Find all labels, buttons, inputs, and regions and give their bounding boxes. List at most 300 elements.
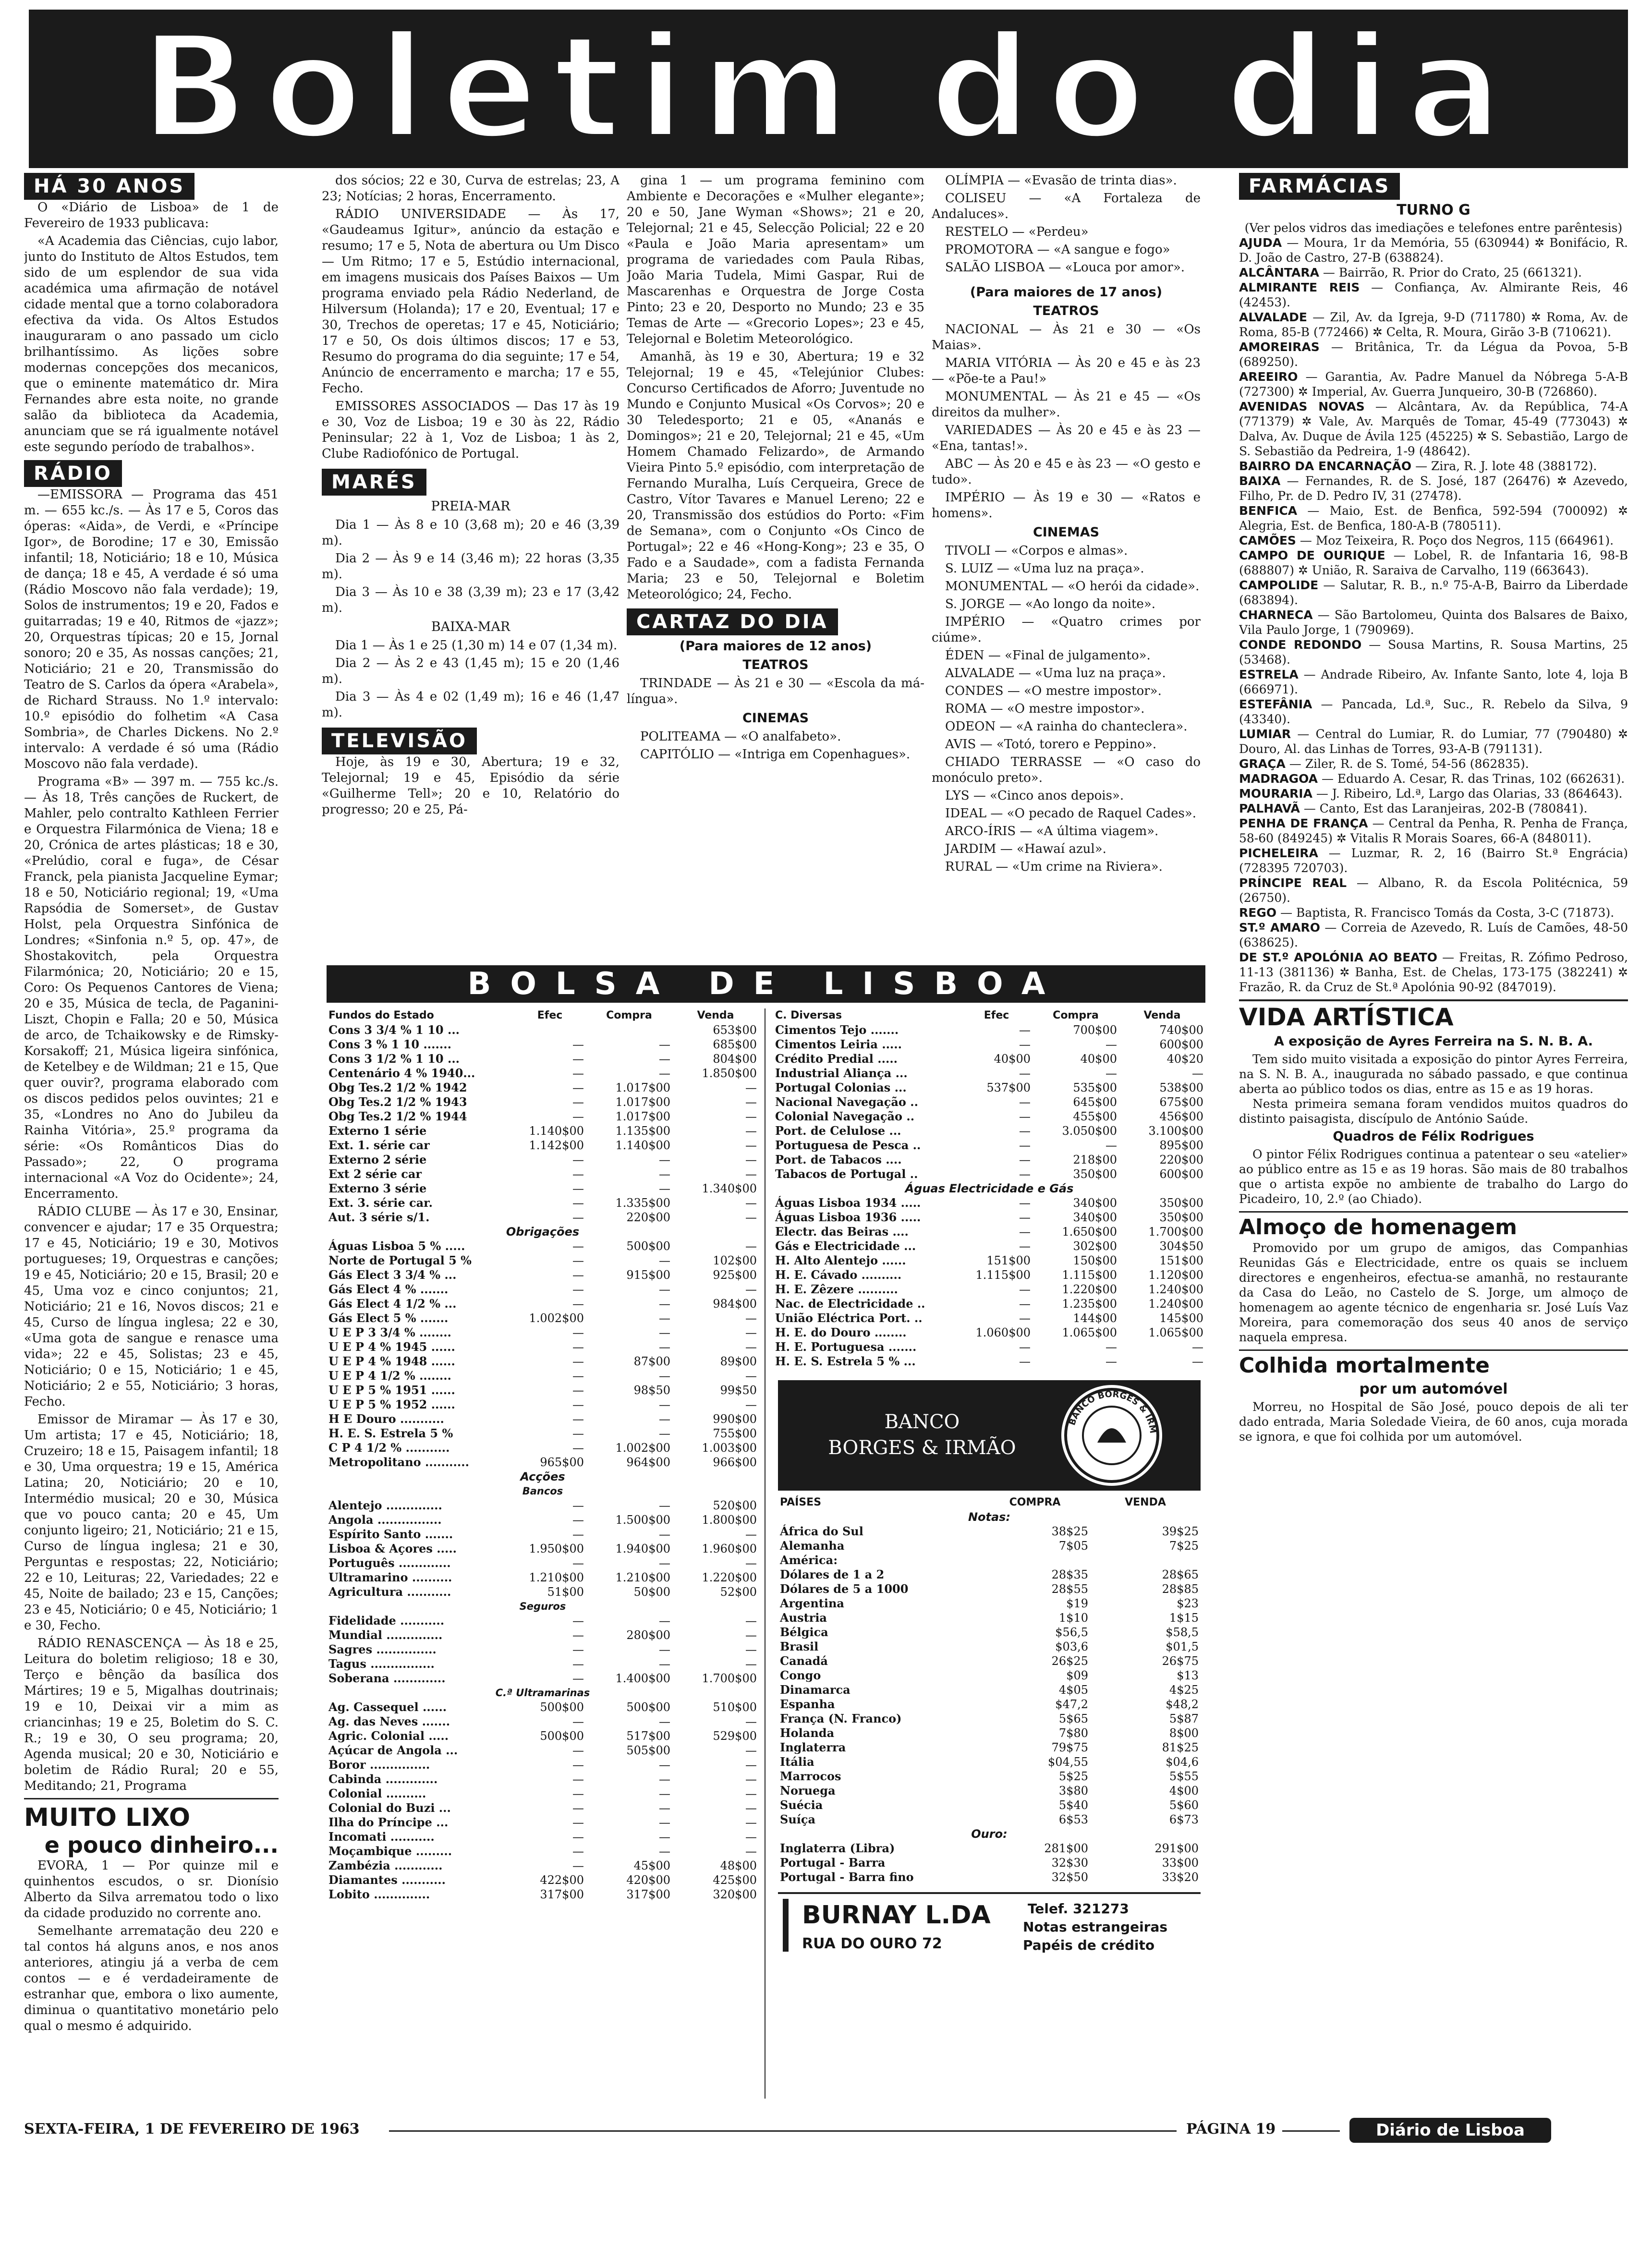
pharmacy-entry [1239,369,1628,399]
row-value: 1.340$00 [702,1182,757,1195]
row-value: 425$00 [713,1873,757,1887]
row-value: 98$50 [633,1384,670,1397]
cinemas-heading: CINEMAS [742,711,809,726]
section-head-farmacias: FARMÁCIAS [1239,173,1400,200]
pharmacy-detail: — Lobel, R. de Infantaria 16, 98-B (688807) ✲ União, R. Saraiva de Carvalho, 119 (663643). [1239,548,1628,577]
row-label: U E P 4 % 1945 ...... [328,1340,455,1354]
row-value: — [572,1355,584,1368]
row-value: 4$25 [1169,1683,1199,1697]
pharmacy-entry [1239,637,1628,667]
column-3 [627,173,924,960]
row-label: U E P 4 1/2 % ........ [328,1369,451,1383]
row-value: 350$00 [1159,1211,1203,1224]
section-head-televisao: TELEVISÃO [322,728,477,754]
row-value: 600$00 [1159,1167,1203,1181]
row-label: Congo [780,1668,821,1682]
pharmacy-detail: — São Bartolomeu, Quinta dos Balsares de Baixo, Vila Paulo Jorge, 1 (790969). [1239,608,1628,637]
paragraph: gina 1 — um programa feminino com Ambiente e Decorações e «Mulher elegante»; 20 e 50, Jane Wyman «Shows»; 21 e 20, Telejornal; 21 e 45, Selecção Policial; 22 e 20 «Paula e João Maria apresentam» um programa de variedades com Paula Ribas, João Maria Tudela, Mimi Gaspar, Rui de Mascarenhas e Orquestra de Jorge Costa Pinto; 23 e 20, Desporto no Mundo; 23 e 35 Temas de Arte — «Grecorio Lopes»; 23 e 45, Telejornal e Boletim Meteorológico. [627,173,924,346]
row-value: — [572,1038,584,1051]
row-value: — [572,1340,584,1354]
row-label: H. E. do Douro ........ [775,1325,907,1339]
row-label: Colonial Navegação .. [775,1109,915,1123]
table-row [327,1700,759,1714]
pharmacy-area: AVENIDAS NOVAS [1239,400,1365,413]
row-label: Águas Lisboa 5 % ..... [328,1239,465,1253]
column-header: COMPRA [1009,1496,1061,1508]
row-value: 1$15 [1169,1611,1199,1625]
table-row [773,1081,1205,1095]
row-label: Metropolitano ........... [328,1455,469,1469]
row-value: 966$00 [713,1456,757,1469]
row-value: — [572,1441,584,1455]
row-label: Lobito .............. [328,1887,430,1901]
paragraph: RURAL — «Um crime na Riviera». [945,860,1163,874]
paragraph: AVIS — «Totó, torero e Peppino». [945,737,1157,752]
paragraph: Semelhante arrematação deu 220 e tal contos há alguns anos, e nos anos anteriores, atingiu já a verba de cem contos — e é verdadeiramente de estranhar que, embora o lixo aumente, diminua o quantitativo monetário pelo qual o mesmo é adquirido. [24,1924,279,2033]
row-value: — [659,1830,670,1844]
row-value: — [572,1672,584,1685]
row-label: C P 4 1/2 % ........... [328,1441,450,1455]
table-row [327,1772,759,1786]
table-row [773,1052,1205,1066]
row-value: 5$40 [1058,1798,1088,1812]
row-value: — [572,1196,584,1210]
row-value: — [659,1369,670,1383]
row-value: — [572,1412,584,1426]
table-row [773,1153,1205,1167]
paragraph: Dia 3 — Às 4 e 02 (1,49 m); 16 e 46 (1,47 m). [322,690,620,720]
table-row [773,1325,1205,1340]
row-label: Alemanha [780,1539,845,1553]
row-value: — [572,1067,584,1080]
row-value: — [572,1513,584,1527]
column-5 [1239,173,1628,2103]
table-row [778,1798,1201,1812]
table-row [327,1253,759,1268]
row-value: 1.240$00 [1148,1297,1203,1311]
row-value: — [572,1773,584,1786]
table-row [327,1873,759,1887]
banco-borges-ad [778,1380,1201,1491]
row-value: — [572,1643,584,1656]
pharmacy-entry [1239,280,1628,310]
row-value: — [572,1528,584,1541]
row-value: 26$25 [1051,1654,1088,1668]
row-value: — [745,1657,757,1671]
row-value: — [572,1801,584,1815]
row-value: — [659,1715,670,1728]
row-value: 1.400$00 [615,1672,670,1685]
pharmacy-area: AMOREIRAS [1239,340,1320,354]
table-row [778,1740,1201,1755]
table-row [327,1340,759,1354]
table-row [327,1297,759,1311]
row-value [586,1023,672,1037]
pharmacy-entry [1239,920,1628,950]
row-label: Alentejo .............. [328,1498,442,1512]
column-header: Venda [1143,1009,1181,1021]
row-value: 500$00 [626,1239,670,1253]
row-label: Ext. 3. série car. [328,1196,433,1210]
pharmacy-entry [1239,756,1628,771]
row-value: — [572,1326,584,1339]
row-value: 1.335$00 [615,1196,670,1210]
row-value: 984$00 [713,1297,757,1311]
row-value: 317$00 [626,1888,670,1901]
row-value: — [745,1758,757,1772]
paragraph: Programa «B» — 397 m. — 755 kc./s. — Às 18, Três canções de Ruckert, de Mahler, pelo contralto Kathleen Ferrier e Orquestra Filarmónica de Viena; 18 e 20, Crónica de artes plásticas; 18 e 30, «Prelúdio, coral e fuga», de César Franck, pela pianista Jacqueline Eymar; 18 e 50, Noticiário regional; 19, «Uma Rapsódia de Somerset», de Gustav Holst, pela Orquestra Sinfónica de Londres; «Sinfonia n.º 5, op. 47», de Shostakovitch, pela Orquestra Filarmónica; 20, Noticiário; 20 e 15, Coro: Os Pequenos Cantores de Viena; 20 e 35, Música de tecla, de Paganini-Liszt, Chopin e Falla; 20 e 50, Música de arco, de Tchaikowsky e de Rimsky-Korsakoff; 21, Música ligeira sinfónica, de Ketelbey e de Wildman; 21 e 15, Que quer ouvir?, programa elaborado com os discos pedidos pelos ouvintes; 21 e 35, «Londres no Ano do Jubileu da Rainha Vitória», 25.º programa da série: «Os Românticos Dias do Passado»; 22, O programa internacional «A Voz do Ocidente»; 24, Encerramento. [24,775,279,1201]
paragraph: IMPÉRIO — «Quatro crimes por ciúme». [932,615,1201,645]
row-value: — [745,1715,757,1728]
row-value: 3.050$00 [1062,1124,1117,1138]
row-value: 520$00 [713,1499,757,1512]
row-label: Mundial .............. [328,1628,443,1642]
row-label: Cons 3 1/2 % 1 10 ... [328,1052,460,1066]
pharmacy-area: PRÍNCIPE REAL [1239,876,1347,890]
row-label: Ag. Cassequel ...... [328,1700,447,1714]
row-value: — [659,1614,670,1627]
table-row [327,1239,759,1253]
paragraph: MARIA VITÓRIA — Às 20 e 45 e às 23 — «Põe-te a Pau!» [932,356,1201,386]
row-value: — [745,1614,757,1627]
row-value: 87$00 [633,1355,670,1368]
table-row [327,1484,759,1498]
row-value: — [659,1427,670,1440]
row-label: Nac. de Electricidade .. [775,1297,925,1311]
burnay-address: RUA DO OURO 72 [802,1935,942,1952]
table-row [778,1870,1201,1884]
row-value [980,1553,1090,1567]
row-value: — [572,1398,584,1411]
row-value: 456$00 [1159,1110,1203,1123]
row-value: — [659,1067,670,1080]
paragraph: IDEAL — «O pecado de Raquel Cades». [945,806,1197,821]
row-value: 1.065$00 [1062,1326,1117,1339]
pharmacy-entry [1239,548,1628,578]
vida-sub-1: A exposição de Ayres Ferreira na S. N. B. A. [1274,1034,1593,1049]
paragraph: MONUMENTAL — Às 21 e 45 — «Os direitos da mulher». [932,389,1201,420]
row-value: — [745,1110,757,1123]
paragraph: CAPITÓLIO — «Intriga em Copenhagues». [640,747,911,762]
row-value: 1.700$00 [702,1672,757,1685]
row-value: 1.220$00 [702,1571,757,1584]
section-head-mares: MARÉS [322,469,426,496]
table-row [327,1426,759,1441]
bolsa-left-table [327,1008,759,1902]
row-value: 6$73 [1169,1813,1199,1826]
table-row [773,1354,1205,1369]
row-value: 26$75 [1162,1654,1199,1668]
row-value: — [572,1758,584,1772]
row-value: — [572,1182,584,1195]
row-value: — [745,1816,757,1829]
table-row [773,1109,1205,1124]
row-value: — [659,1326,670,1339]
row-label: Cons 3 % 1 10 ....... [328,1037,451,1051]
row-value: 150$00 [1073,1254,1117,1267]
pharmacy-detail: — Alcântara, Av. da República, 74-A (771379) ✲ Vale, Av. Marquês de Tomar, 45-49 (773043) ✲ Dalva, Av. Duque de Ávila 125 (45225) ✲ S. Sebastião, Largo de S. Sebastião da Pedreira, 1-9 (48642). [1239,400,1628,458]
row-label: Inglaterra [780,1740,846,1754]
row-value: — [745,1139,757,1152]
row-value: — [572,1499,584,1512]
paragraph: Dia 1 — Às 1 e 25 (1,30 m) 14 e 07 (1,34 m). [335,638,618,653]
row-value: — [572,1239,584,1253]
row-label: Marrocos [780,1769,841,1783]
pharmacy-detail: — Pancada, Ld.ª, Suc., R. Rebelo da Silva, 9 (43340). [1239,697,1628,726]
table-row [327,1513,759,1527]
row-value: 1.210$00 [615,1571,670,1584]
pharmacy-entry [1239,697,1628,727]
teatros-heading: TEATROS [742,657,809,672]
table-row [778,1769,1201,1784]
row-value: 89$00 [720,1355,757,1368]
row-label: Suécia [780,1798,823,1812]
row-value: — [1192,1340,1203,1354]
row-value: 500$00 [540,1700,584,1714]
row-value: $13 [1177,1669,1199,1682]
row-value: — [745,1830,757,1844]
row-value: — [1105,1038,1117,1051]
table-row [327,1628,759,1642]
pharmacy-area: MOURARIA [1239,787,1312,801]
row-value: — [572,1628,584,1642]
table-row [327,1138,759,1153]
row-value: 535$00 [1073,1081,1117,1094]
row-value: 151$00 [986,1254,1031,1267]
row-label: Ext. 1. série car [328,1138,430,1152]
paragraph: ARCO-ÍRIS — «A última viagem». [945,824,1159,838]
column-header: Fundos do Estado [328,1009,434,1021]
row-value: 1.140$00 [529,1124,584,1138]
pharmacy-area: MADRAGOA [1239,772,1318,786]
row-value: 39$25 [1162,1525,1199,1538]
row-value: 804$00 [713,1052,757,1066]
row-label: Aut. 3 série s/1. [328,1210,430,1224]
table-row [327,1095,759,1109]
row-value: 40$00 [994,1052,1031,1066]
row-label: Cimentos Leiria ..... [775,1037,902,1051]
row-label: Portugal - Barra [780,1856,886,1870]
row-value: — [659,1556,670,1570]
row-label: Cons 3 3/4 % 1 10 ... [328,1023,460,1037]
row-label: U E P 5 % 1951 ...... [328,1383,455,1397]
row-value: $19 [1066,1597,1088,1610]
row-value: 1.235$00 [1062,1297,1117,1311]
vida-artistica-title: VIDA ARTÍSTICA [1239,1003,1454,1031]
colhida-title: Colhida mortalmente [1239,1353,1490,1378]
row-label: Espanha [780,1697,835,1711]
maiores-12-label: (Para maiores de 12 anos) [679,639,872,654]
row-label: Incomati ........... [328,1830,435,1844]
cinemas-17-list [932,543,1201,875]
row-value: 1.650$00 [1062,1225,1117,1239]
row-value: $04,55 [1048,1755,1088,1769]
table-row [327,1441,759,1455]
table-row [773,1282,1205,1297]
row-value: $56,5 [1055,1626,1088,1639]
row-label: Gás Elect 4 % ....... [328,1282,449,1296]
row-label: Obg Tes.2 1/2 % 1942 [328,1081,467,1094]
row-label: Ultramarino .......... [328,1570,452,1584]
table-row [778,1668,1201,1683]
section-head-cartaz: CARTAZ DO DIA [627,608,838,635]
pharmacy-detail: — Albano, R. da Escola Politécnica, 59 (26750). [1239,876,1628,905]
row-value: 1.142$00 [529,1139,584,1152]
row-value: — [1019,1355,1031,1368]
row-label: Ext 2 série car [328,1167,422,1181]
row-value: — [572,1384,584,1397]
row-value: — [572,1297,584,1311]
table-row [778,1712,1201,1726]
row-value: — [1019,1225,1031,1239]
row-value: — [1019,1196,1031,1210]
table-row [327,1498,759,1513]
row-value: 102$00 [713,1254,757,1267]
row-label: Diamantes ........... [328,1873,446,1887]
pharmacy-area: AREEIRO [1239,370,1298,384]
table-row [327,1383,759,1397]
cambio-table [778,1495,1201,1884]
pharmacy-entry [1239,905,1628,920]
table-row [773,1297,1205,1311]
row-value [514,1023,586,1037]
row-value: 1.135$00 [615,1124,670,1138]
row-value: 99$50 [720,1384,757,1397]
row-label: Agric. Colonial ..... [328,1729,449,1743]
paragraph: MONUMENTAL — «O herói da cidade». [945,579,1200,594]
row-label: Itália [780,1755,814,1769]
row-value: $23 [1177,1597,1199,1610]
paragraph: EVORA, 1 — Por quinze mil e quinhentos escudos, o sr. Dionísio Alberto da Silva arrematou todo o lixo da cidade produzido no corrente ano. [24,1858,279,1920]
row-label: Águas Lisboa 1934 ..... [775,1196,921,1210]
row-label: Gás e Electricidade ... [775,1239,916,1253]
pharmacy-entry [1239,667,1628,697]
row-value: — [745,1283,757,1296]
row-value: — [572,1153,584,1166]
table-row [327,1167,759,1181]
row-value: — [1105,1340,1117,1354]
row-value: 340$00 [1073,1196,1117,1210]
pharmacy-detail: — Britânica, Tr. da Légua da Povoa, 5-B (689250). [1239,340,1628,369]
table-row [778,1567,1201,1582]
row-label: Espírito Santo ....... [328,1527,453,1541]
divider [1239,999,1628,1001]
paragraph: S. LUIZ — «Uma luz na praça». [945,561,1144,576]
paragraph: RÁDIO CLUBE — Às 17 e 30, Ensinar, convencer e ajudar; 17 e 35 Orquestra; 17 e 45, Noticiário; 19 e 30, Motivos portugueses; 19, Orquestras e canções; 19 e 45, Noticiário; 20 e 15, Brasil; 20 e 45, Uma voz e cinco conjuntos; 21, Noticiário; 21 e 16, Novos discos; 21 e 45, Curso de língua inglesa; 22 e 30, «Uma gota de sangue e renasce uma vida»; 22 e 45, Solistas; 23 e 45, Noticiário; 0 e 15, Noticiário; 1 e 45, Noticiário; 2 e 55, Noticiário; 3 horas, Fecho. [24,1204,279,1409]
table-row [327,1614,759,1628]
row-value: $09 [1066,1669,1088,1682]
row-label: Crédito Predial ..... [775,1052,898,1066]
paragraph: PROMOTORA — «A sangue e fogo» [945,243,1170,257]
row-value: 145$00 [1159,1312,1203,1325]
pharmacy-detail: — Sousa Martins, R. Sousa Martins, 25 (53468). [1239,638,1628,667]
pharmacy-area: CAMÕES [1239,534,1296,547]
row-label: Sagres ............... [328,1642,437,1656]
table-row [778,1755,1201,1769]
table-row [327,1830,759,1844]
column-header: Efec [537,1009,563,1021]
row-value: — [659,1787,670,1800]
footer-rule [389,2130,1177,2132]
row-label: Colonial do Buzi ... [328,1801,451,1815]
colhida-text: Morreu, no Hospital de São José, pouco depois de ali ter dado entrada, Maria Soledade Vieira, de 60 anos, cuja morada se ignora, e que foi colhida por um automóvel. [1239,1400,1628,1444]
table-row [327,1743,759,1758]
row-value: 538$00 [1159,1081,1203,1094]
row-value: — [659,1845,670,1858]
table-row [778,1553,1201,1567]
row-value: $58,5 [1166,1626,1199,1639]
table-row [327,1599,759,1614]
row-value: — [745,1095,757,1109]
row-value: 1.240$00 [1148,1283,1203,1296]
row-value: 7$80 [1058,1726,1088,1740]
row-value: 291$00 [1154,1842,1199,1855]
column-header: Compra [606,1009,652,1021]
table-row [778,1596,1201,1611]
row-value: 1.017$00 [615,1110,670,1123]
row-label: U E P 4 % 1948 ...... [328,1354,455,1368]
row-value: — [745,1312,757,1325]
row-value: 1.940$00 [615,1542,670,1555]
row-value: $48,2 [1166,1698,1199,1711]
row-label: Dinamarca [780,1683,850,1697]
row-value: — [572,1427,584,1440]
column-header: VENDA [1125,1496,1166,1508]
table-subheading: Obrigações [506,1225,580,1239]
row-value: 6$53 [1058,1813,1088,1826]
pharmacy-detail: — Correia de Azevedo, R. Luís de Camões, 48-50 (638625). [1239,921,1628,949]
row-value: 4$05 [1058,1683,1088,1697]
row-label: U E P 5 % 1952 ...... [328,1397,455,1411]
table-row [778,1827,1201,1841]
row-value: 1.210$00 [529,1571,584,1584]
row-value: — [659,1052,670,1066]
row-value: 317$00 [540,1888,584,1901]
table-row [773,1268,1205,1282]
row-value: — [745,1773,757,1786]
row-label: Port. de Tabacos .... [775,1153,902,1166]
footer-date: SEXTA-FEIRA, 1 DE FEVEREIRO DE 1963 [24,2121,360,2138]
row-value: — [572,1110,584,1123]
pharmacy-detail: — Eduardo A. Cesar, R. das Trinas, 102 (662631). [1321,772,1625,786]
turno-label: TURNO G [1397,202,1470,219]
pharmacy-detail: — Maio, Est. de Benfica, 592-594 (700092) ✲ Alegria, Est. de Benfica, 180-A-B (780511). [1239,504,1628,533]
row-value: — [572,1614,584,1627]
pharmacy-entry [1239,875,1628,905]
row-value: 537$00 [986,1081,1031,1094]
table-subheading: Seguros [519,1601,566,1612]
radio-continued [322,173,620,462]
row-value: 645$00 [1073,1095,1117,1109]
paragraph: ABC — Às 20 e 45 e às 23 — «O gesto e tudo». [932,457,1201,487]
table-row [327,1585,759,1599]
burnay-phone: Telef. 321273 [1028,1901,1129,1917]
row-value: — [1019,1095,1031,1109]
burnay-bar [783,1899,789,1952]
row-value: — [659,1153,670,1166]
table-row [327,1815,759,1830]
pharmacy-entry [1239,816,1628,846]
row-label: Inglaterra (Libra) [780,1841,895,1855]
table-row [778,1697,1201,1712]
paragraph: CONDES — «O mestre impostor». [945,684,1162,698]
row-value: 38$25 [1051,1525,1088,1538]
row-value: 281$00 [1044,1842,1088,1855]
baixa-mar-list [322,638,620,721]
row-value: — [1019,1023,1031,1037]
row-value: — [572,1556,584,1570]
row-label: Bélgica [780,1625,828,1639]
